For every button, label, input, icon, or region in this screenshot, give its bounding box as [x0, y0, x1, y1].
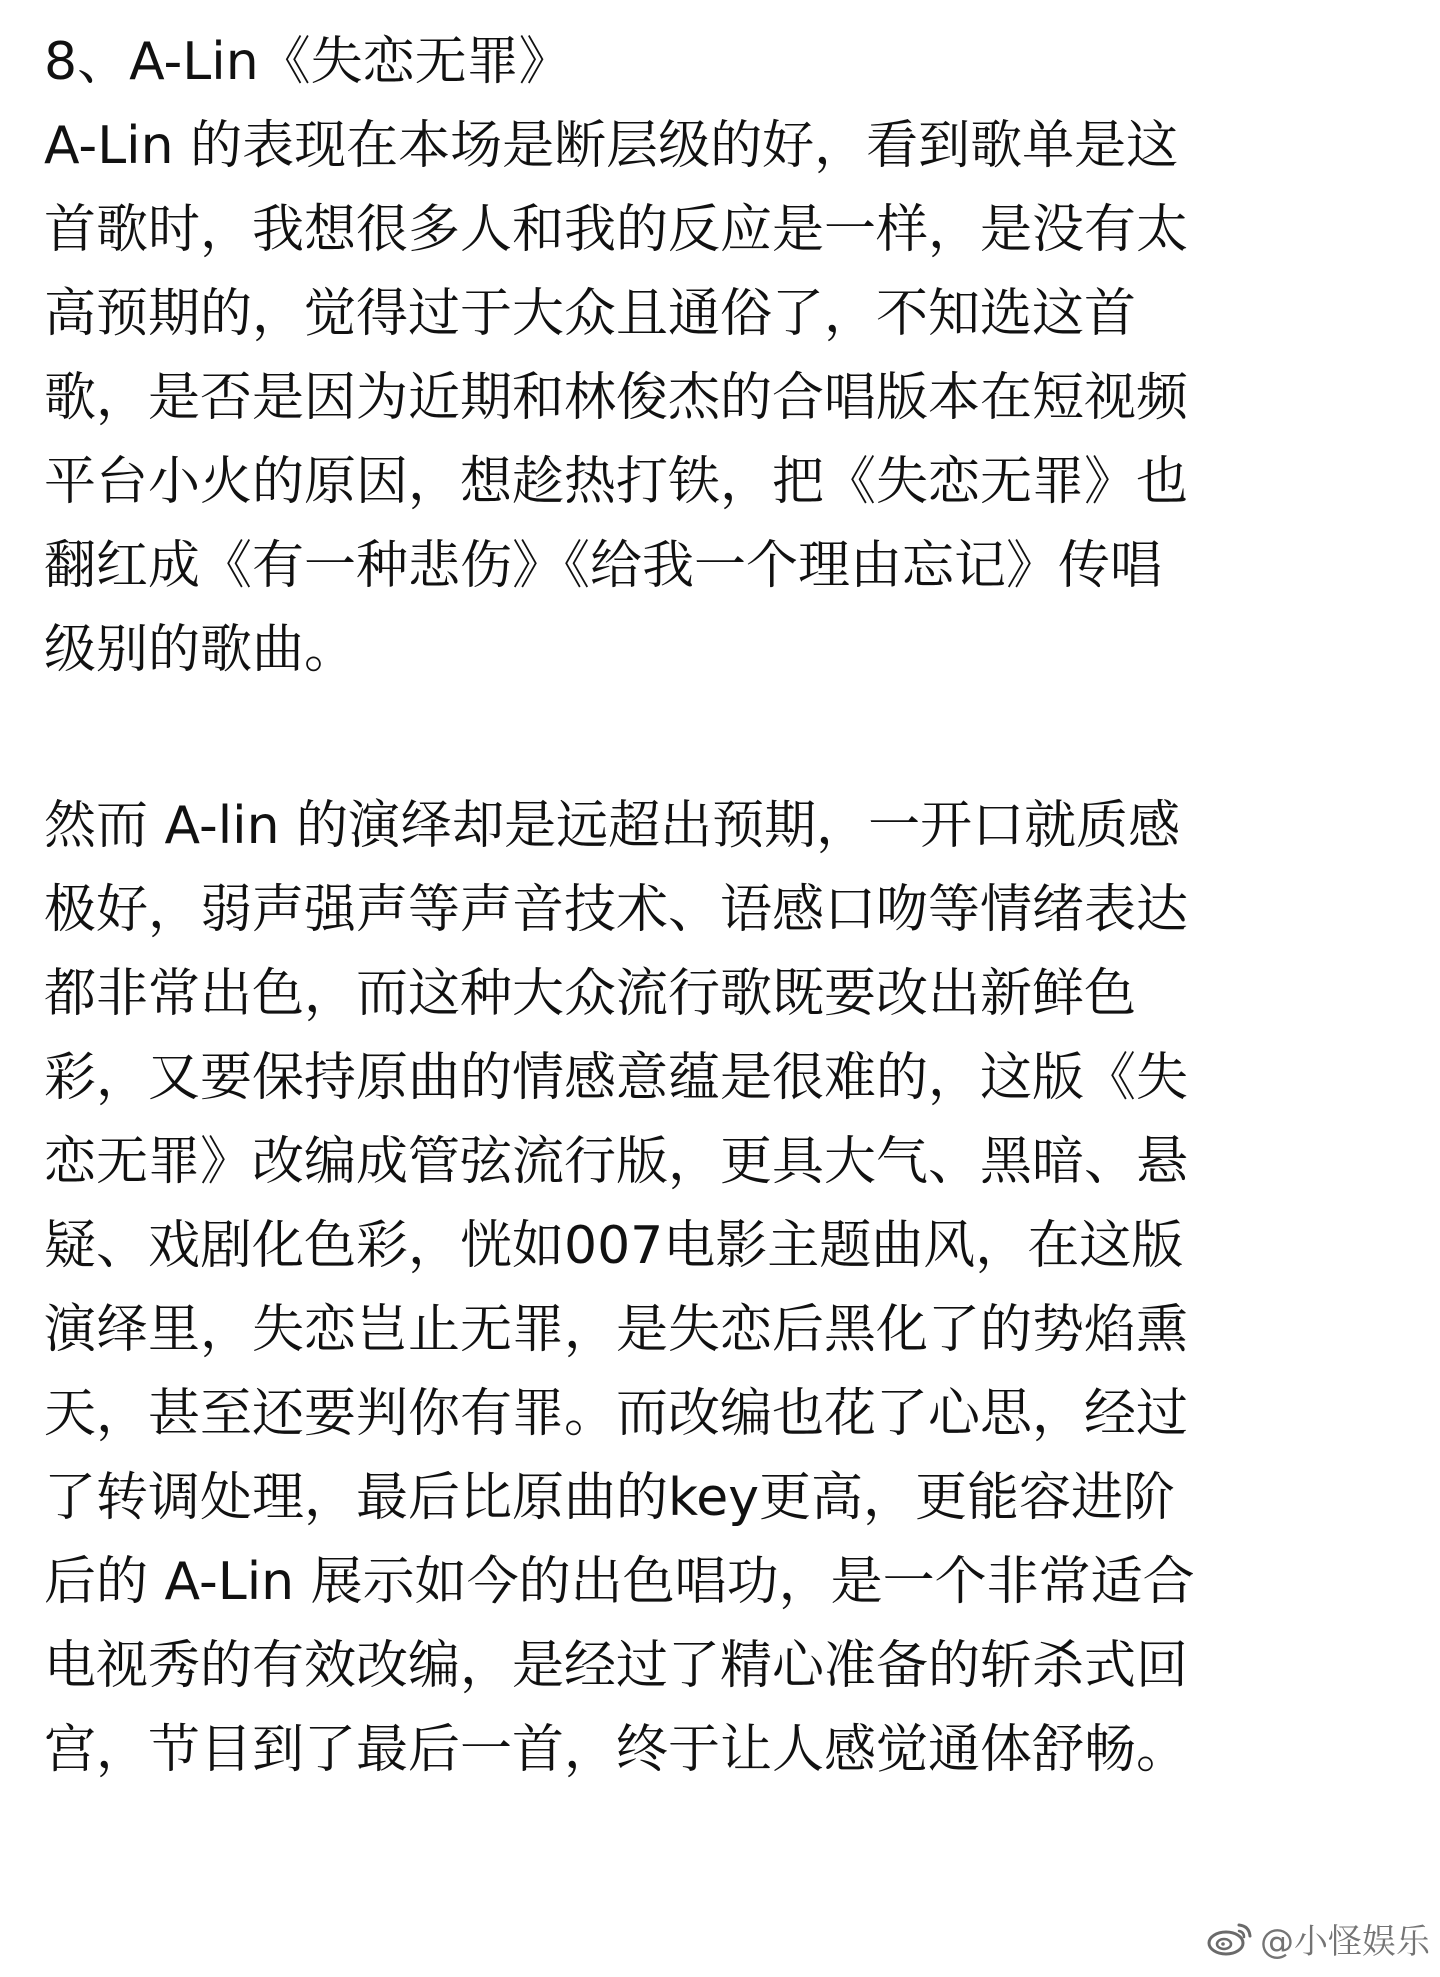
- paragraph-line: 极好，弱声强声等声音技术、语感口吻等情绪表达: [44, 880, 1189, 940]
- paragraph-line: 疑、戏剧化色彩，恍如007电影主题曲风，在这版: [44, 1216, 1184, 1276]
- paragraph-line: 演绎里，失恋岂止无罪，是失恋后黑化了的势焰熏: [44, 1300, 1189, 1360]
- paragraph-line: 恋无罪》改编成管弦流行版，更具大气、黑暗、悬: [44, 1132, 1189, 1192]
- paragraph-line: 都非常出色，而这种大众流行歌既要改出新鲜色: [44, 964, 1137, 1024]
- paragraph-line: 翻红成《有一种悲伤》《给我一个理由忘记》传唱: [44, 536, 1163, 596]
- paragraph-line: 后的 A-Lin 展示如今的出色唱功，是一个非常适合: [44, 1552, 1195, 1612]
- weibo-watermark: [1206, 1914, 1430, 1963]
- paragraph-1: [44, 104, 1406, 692]
- paragraph-line: 天，甚至还要判你有罪。而改编也花了心思，经过: [44, 1384, 1189, 1444]
- paragraph-line: 平台小火的原因，想趁热打铁，把《失恋无罪》也: [44, 452, 1189, 512]
- paragraph-line: 然而 A-lin 的演绎却是远超出预期，一开口就质感: [44, 796, 1181, 856]
- watermark-text: @小怪娱乐: [1260, 1922, 1430, 1962]
- article-title: 8、A-Lin《失恋无罪》: [44, 32, 571, 92]
- paragraph-line: 了转调处理，最后比原曲的key更高，更能容进阶: [44, 1468, 1176, 1528]
- article: [44, 20, 1406, 1792]
- paragraph-line: 级别的歌曲。: [44, 620, 357, 680]
- paragraph-line: 彩，又要保持原曲的情感意蕴是很难的，这版《失: [44, 1048, 1189, 1108]
- paragraph-line: 宫，节目到了最后一首，终于让人感觉通体舒畅。: [44, 1720, 1189, 1780]
- paragraph-line: 歌，是否是因为近期和林俊杰的合唱版本在短视频: [44, 368, 1189, 428]
- paragraph-2: [44, 784, 1406, 1792]
- paragraph-gap: [44, 692, 1406, 784]
- paragraph-line: 首歌时，我想很多人和我的反应是一样，是没有太: [44, 200, 1189, 260]
- weibo-icon: [1206, 1919, 1254, 1959]
- paragraph-line: 高预期的，觉得过于大众且通俗了，不知选这首: [44, 284, 1137, 344]
- paragraph-line: 电视秀的有效改编，是经过了精心准备的斩杀式回: [44, 1636, 1189, 1696]
- paragraph-line: A-Lin 的表现在本场是断层级的好，看到歌单是这: [44, 116, 1179, 176]
